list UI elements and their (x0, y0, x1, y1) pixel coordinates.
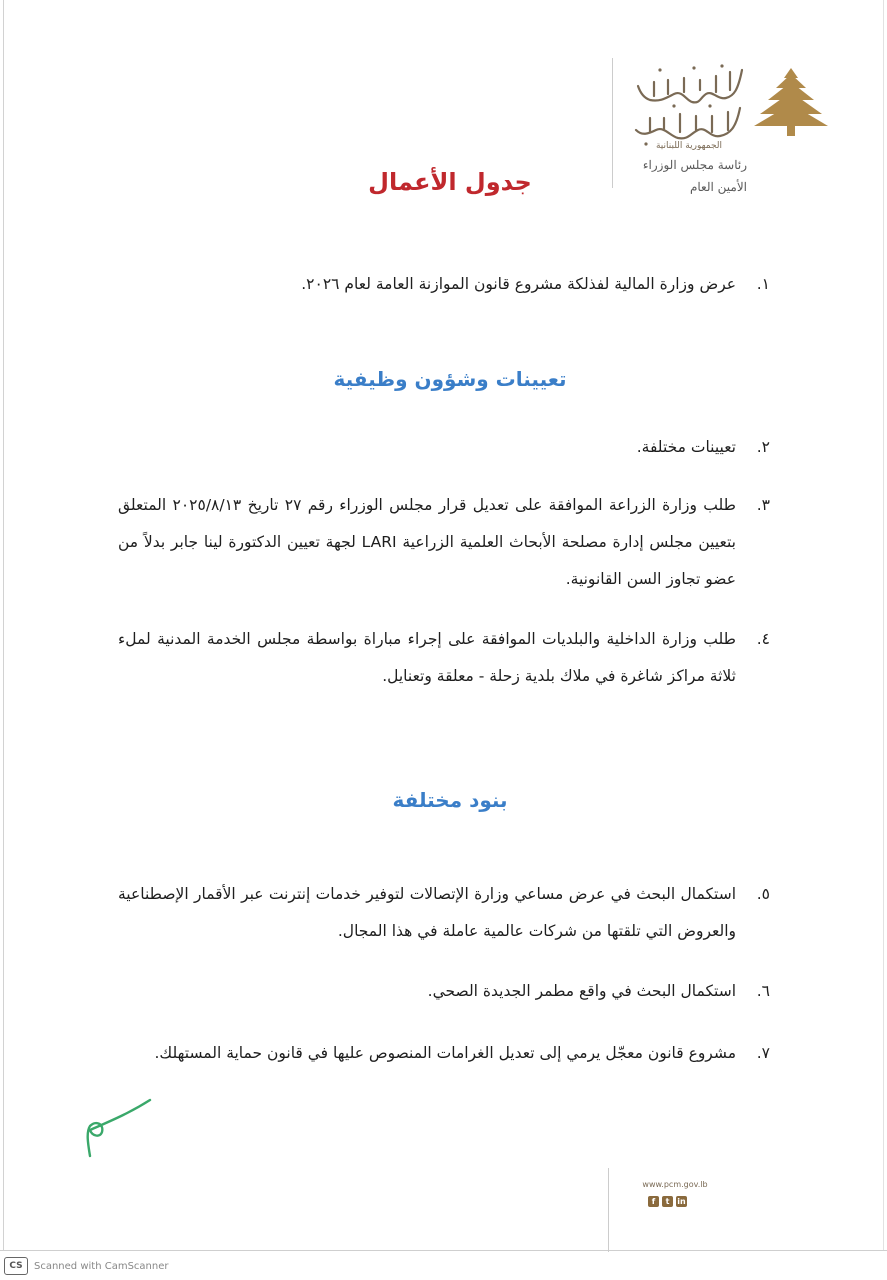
agenda-item (118, 429, 770, 466)
item-number: ٦. (756, 982, 770, 1000)
facebook-icon[interactable]: f (648, 1196, 659, 1207)
item-number: ٢. (756, 438, 770, 456)
signature (78, 1096, 158, 1158)
section-title-appointments: تعيينات وشؤون وظيفية (333, 367, 567, 391)
item-number: ٥. (756, 885, 770, 903)
letterhead-office: رئاسة مجلس الوزراء (642, 158, 747, 172)
linkedin-icon[interactable]: in (677, 1197, 686, 1206)
website-url[interactable]: www.pcm.gov.lb (642, 1180, 708, 1189)
scanner-text: Scanned with CamScanner (34, 1260, 169, 1272)
section-title-misc: بنود مختلفة (392, 788, 508, 812)
page-edge-left (3, 0, 4, 1250)
item-number: ٤. (756, 630, 770, 648)
footer-divider (608, 1168, 609, 1252)
letterhead-secretary: الأمين العام (689, 180, 747, 194)
item-number: ٣. (756, 496, 770, 514)
agenda-item (118, 876, 770, 950)
agenda-item (118, 266, 770, 303)
item-number: ١. (756, 275, 770, 293)
camscanner-icon: CS (4, 1257, 28, 1275)
social-links (648, 1196, 687, 1207)
agenda-item (118, 973, 770, 1010)
twitter-icon[interactable]: t (662, 1196, 673, 1207)
item-text: عرض وزارة المالية لفذلكة مشروع قانون الموازنة العامة لعام ٢٠٢٦. (301, 275, 736, 293)
page-title: جدول الأعمال (368, 168, 532, 196)
item-text: طلب وزارة الزراعة الموافقة على تعديل قرار مجلس الوزراء رقم ٢٧ تاريخ ٢٠٢٥/٨/١٣ المتعلق بتعيين مجلس إدارة مصلحة الأبحاث العلمية الزراعية LARI لجهة تعيين الدكتورة لينا جابر بدلاً من عضو تجاوز السن القانونية. (118, 496, 736, 588)
agenda-item (118, 621, 770, 695)
scanner-watermark (4, 1257, 169, 1275)
cedar-icon (752, 66, 830, 138)
agenda-item (118, 487, 770, 598)
republic-calligraphy-logo (630, 60, 748, 150)
item-text: مشروع قانون معجّل يرمي إلى تعديل الغرامات المنصوص عليها في قانون حماية المستهلك. (154, 1044, 736, 1062)
page-edge-right (883, 0, 884, 1250)
item-text: استكمال البحث في عرض مساعي وزارة الإتصالات لتوفير خدمات إنترنت عبر الأقمار الإصطناعية والعروض التي تلقتها من شركات عالمية عاملة في هذا المجال. (118, 885, 736, 940)
item-text: تعيينات مختلفة. (636, 438, 736, 456)
item-number: ٧. (756, 1044, 770, 1062)
item-text: استكمال البحث في واقع مطمر الجديدة الصحي. (427, 982, 736, 1000)
page-edge-bottom (0, 1250, 887, 1251)
agenda-item (118, 1035, 770, 1072)
item-text: طلب وزارة الداخلية والبلديات الموافقة على إجراء مباراة بواسطة مجلس الخدمة المدنية لملء ثلاثة مراكز شاغرة في ملاك بلدية زحلة - معلقة وتعنايل. (118, 630, 736, 685)
republic-name: الجمهورية اللبنانية (655, 141, 723, 150)
